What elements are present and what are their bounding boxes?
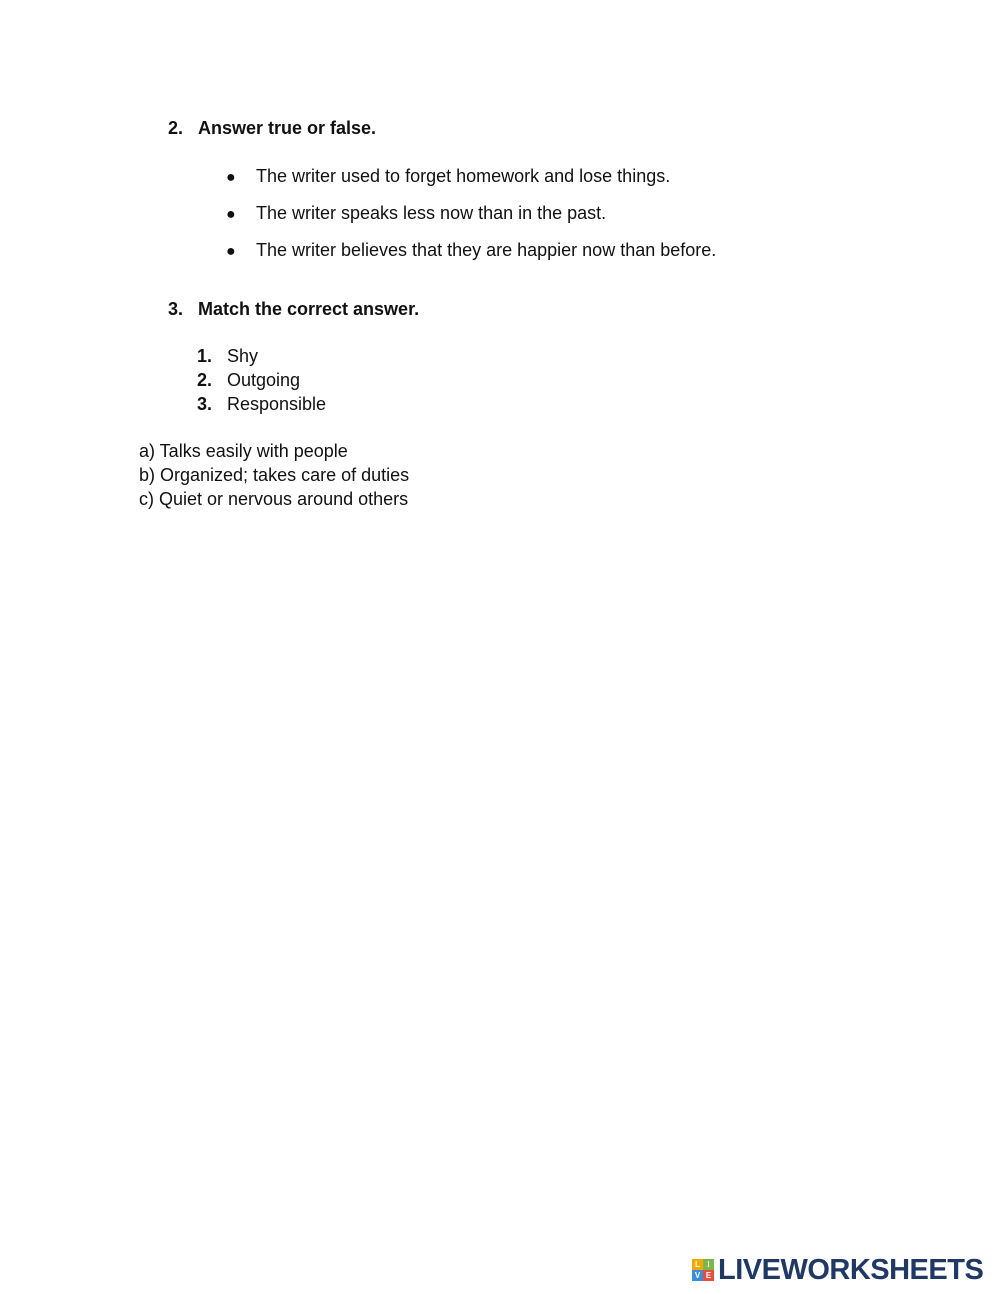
list-item bbox=[197, 345, 258, 367]
logo-mark-icon: L I V E bbox=[692, 1259, 714, 1281]
list-item bbox=[226, 165, 670, 189]
item-number: 2. bbox=[197, 370, 213, 390]
liveworksheets-logo bbox=[692, 1255, 983, 1285]
question-2-heading bbox=[168, 117, 376, 139]
item-text: Shy bbox=[227, 346, 259, 366]
list-item bbox=[226, 202, 606, 226]
match-option-b: b) Organized; takes care of duties bbox=[139, 465, 410, 485]
logo-text: LIVEWORKSHEETS bbox=[718, 1254, 984, 1286]
item-number: 1. bbox=[197, 346, 213, 366]
item-text: Responsible bbox=[227, 394, 327, 414]
question-3-heading bbox=[168, 298, 419, 320]
question-3-title: Match the correct answer. bbox=[198, 299, 420, 319]
list-item bbox=[197, 393, 326, 415]
match-option-c: c) Quiet or nervous around others bbox=[139, 489, 409, 509]
item-text: Outgoing bbox=[227, 370, 301, 390]
bullet-icon: ● bbox=[226, 243, 236, 260]
question-2-number: 2. bbox=[168, 118, 184, 138]
match-option-a: a) Talks easily with people bbox=[139, 441, 348, 461]
bullet-icon: ● bbox=[226, 206, 236, 223]
bullet-icon: ● bbox=[226, 169, 236, 186]
question-3-number: 3. bbox=[168, 299, 184, 319]
item-number: 3. bbox=[197, 394, 213, 414]
question-2-title: Answer true or false. bbox=[198, 118, 377, 138]
bullet-text: The writer believes that they are happier now than before. bbox=[256, 240, 717, 260]
list-item bbox=[197, 369, 300, 391]
bullet-text: The writer speaks less now than in the past. bbox=[256, 203, 607, 223]
list-item bbox=[226, 239, 716, 263]
bullet-text: The writer used to forget homework and lose things. bbox=[256, 166, 671, 186]
